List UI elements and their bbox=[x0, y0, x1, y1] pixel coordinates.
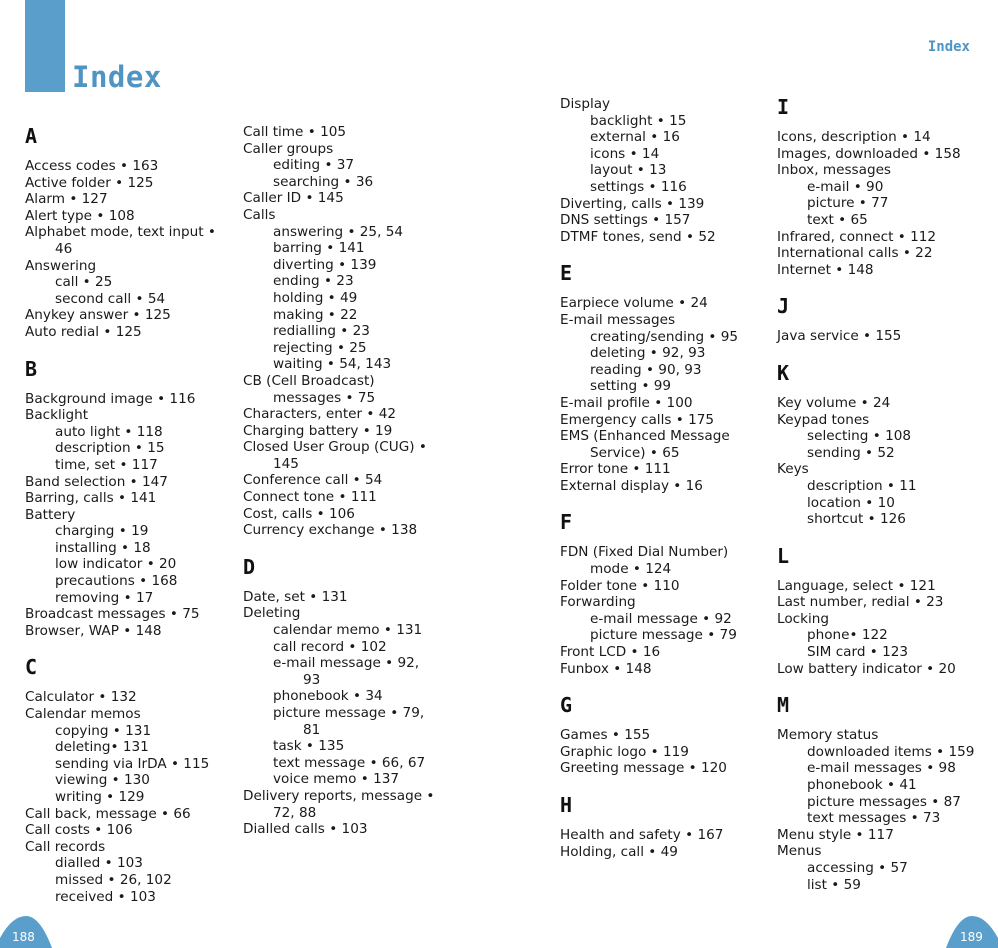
index-column-2 bbox=[243, 124, 443, 838]
index-subentry: layout • 13 bbox=[590, 162, 667, 179]
index-entry: CB (Cell Broadcast) bbox=[243, 372, 375, 389]
index-letter-heading: E bbox=[560, 261, 573, 286]
index-entry: Band selection • 147 bbox=[25, 473, 168, 490]
section-gap bbox=[777, 528, 982, 546]
index-subentry: precautions • 168 bbox=[55, 573, 178, 590]
index-entry: Last number, redial • 23 bbox=[777, 594, 944, 611]
index-subentry: text • 65 bbox=[807, 211, 868, 228]
index-entry: Active folder • 125 bbox=[25, 174, 154, 191]
index-subentry: task • 135 bbox=[273, 738, 345, 755]
index-entry: Currency exchange • 138 bbox=[243, 522, 418, 539]
section-gap bbox=[243, 539, 443, 557]
index-entry-continuation: 46 bbox=[55, 240, 73, 257]
title-color-block bbox=[25, 0, 65, 92]
index-subentry: voice memo • 137 bbox=[273, 771, 400, 788]
index-entry: Backlight bbox=[25, 407, 89, 424]
section-gap bbox=[560, 245, 760, 263]
index-entry: Holding, call • 49 bbox=[560, 843, 678, 860]
index-subentry: viewing • 130 bbox=[55, 772, 150, 789]
index-subentry: location • 10 bbox=[807, 494, 895, 511]
index-entry: Infrared, connect • 112 bbox=[777, 228, 937, 245]
index-entry: Icons, description • 14 bbox=[777, 129, 931, 145]
index-entry: Charging battery • 19 bbox=[243, 422, 393, 439]
index-subentry: editing • 37 bbox=[273, 157, 355, 174]
index-column-4 bbox=[777, 97, 982, 893]
index-entry: Connect tone • 111 bbox=[243, 489, 377, 506]
index-entry: Broadcast messages • 75 bbox=[25, 606, 200, 623]
index-subentry: list • 59 bbox=[807, 876, 861, 893]
index-entry: International calls • 22 bbox=[777, 245, 933, 262]
index-entry: DTMF tones, send • 52 bbox=[560, 228, 716, 245]
index-subentry: backlight • 15 bbox=[590, 112, 687, 129]
index-entry: Memory status bbox=[777, 727, 879, 744]
index-letter-heading: L bbox=[777, 543, 790, 568]
index-entry: Caller groups bbox=[243, 140, 334, 157]
index-entry: Earpiece volume • 24 bbox=[560, 295, 708, 312]
index-entry: Answering bbox=[25, 257, 97, 274]
index-subentry: phonebook • 41 bbox=[807, 777, 917, 794]
index-entry: Delivery reports, message • bbox=[243, 787, 435, 804]
index-entry: Call back, message • 66 bbox=[25, 805, 191, 822]
section-gap bbox=[777, 278, 982, 296]
index-entry: Characters, enter • 42 bbox=[243, 406, 397, 423]
index-subentry: rejecting • 25 bbox=[273, 339, 367, 356]
index-entry-continuation: 72, 88 bbox=[273, 804, 317, 821]
index-subentry: charging • 19 bbox=[55, 523, 149, 540]
index-entry: Internet • 148 bbox=[777, 261, 874, 278]
index-subentry: SIM card • 123 bbox=[807, 644, 909, 661]
index-subentry: dialled • 103 bbox=[55, 855, 143, 872]
index-entry: Greeting message • 120 bbox=[560, 760, 727, 777]
index-subentry: shortcut • 126 bbox=[807, 511, 906, 528]
index-entry: Graphic logo • 119 bbox=[560, 743, 689, 760]
index-entry: Access codes • 163 bbox=[25, 158, 159, 174]
index-subentry: redialling • 23 bbox=[273, 323, 370, 340]
index-subentry: picture message • 79 bbox=[590, 627, 737, 644]
index-subentry: deleting• 131 bbox=[55, 739, 149, 756]
index-entry: Deleting bbox=[243, 605, 301, 622]
index-subentry: sending • 52 bbox=[807, 444, 895, 461]
index-entry: Key volume • 24 bbox=[777, 394, 891, 411]
index-entry: Menu style • 117 bbox=[777, 826, 894, 843]
index-letter-heading: B bbox=[25, 356, 38, 381]
index-entry: Call records bbox=[25, 838, 106, 855]
index-letter-heading: K bbox=[777, 360, 790, 385]
index-subentry: searching • 36 bbox=[273, 173, 374, 190]
index-entry: Background image • 116 bbox=[25, 390, 196, 407]
index-subentry: installing • 18 bbox=[55, 539, 151, 556]
index-entry: Dialled calls • 103 bbox=[243, 821, 368, 838]
index-letter-heading: J bbox=[777, 294, 790, 319]
index-subentry: waiting • 54, 143 bbox=[273, 356, 392, 373]
index-subentry: diverting • 139 bbox=[273, 256, 377, 273]
index-letter-heading: A bbox=[25, 124, 38, 148]
left-page-number: 188 bbox=[12, 930, 35, 944]
index-entry: Alarm • 127 bbox=[25, 191, 108, 208]
index-subentry: second call • 54 bbox=[55, 290, 166, 307]
section-gap bbox=[560, 677, 760, 695]
index-entry: Calculator • 132 bbox=[25, 689, 137, 706]
index-entry: Closed User Group (CUG) • bbox=[243, 439, 427, 456]
index-subentry: phonebook • 34 bbox=[273, 688, 383, 705]
index-letter-heading: M bbox=[777, 693, 790, 718]
index-subentry: low indicator • 20 bbox=[55, 556, 177, 573]
index-entry: E-mail profile • 100 bbox=[560, 394, 693, 411]
index-subentry: removing • 17 bbox=[55, 589, 154, 606]
index-entry: Front LCD • 16 bbox=[560, 644, 661, 661]
index-subentry: sending via IrDA • 115 bbox=[55, 755, 210, 772]
index-entry: Caller ID • 145 bbox=[243, 190, 344, 207]
index-subentry: description • 11 bbox=[807, 477, 917, 494]
section-gap bbox=[777, 345, 982, 363]
index-subentry: picture message • 79, bbox=[273, 705, 425, 721]
index-letter-heading: F bbox=[560, 510, 573, 535]
index-entry: Call time • 105 bbox=[243, 124, 347, 140]
index-entry: DNS settings • 157 bbox=[560, 212, 691, 229]
index-subentry: call • 25 bbox=[55, 274, 113, 291]
index-entry: E-mail messages bbox=[560, 311, 676, 328]
index-subentry: deleting • 92, 93 bbox=[590, 345, 706, 362]
index-entry: Error tone • 111 bbox=[560, 461, 671, 478]
index-subentry: e-mail message • 92 bbox=[590, 610, 732, 627]
section-gap bbox=[560, 777, 760, 795]
section-gap bbox=[777, 677, 982, 695]
index-subentry: copying • 131 bbox=[55, 722, 152, 739]
index-entry: Emergency calls • 175 bbox=[560, 411, 715, 428]
index-entry: Cost, calls • 106 bbox=[243, 505, 355, 522]
index-entry: Battery bbox=[25, 506, 76, 523]
index-entry: Alphabet mode, text input • bbox=[25, 224, 216, 241]
index-entry-continuation: 145 bbox=[273, 455, 299, 472]
index-subentry: e-mail message • 92, bbox=[273, 655, 420, 672]
index-entry: Browser, WAP • 148 bbox=[25, 622, 162, 639]
index-subentry: answering • 25, 54 bbox=[273, 223, 404, 240]
index-subentry: downloaded items • 159 bbox=[807, 743, 975, 760]
index-entry: Anykey answer • 125 bbox=[25, 307, 171, 324]
index-entry: Java service • 155 bbox=[777, 328, 902, 345]
index-entry: Auto redial • 125 bbox=[25, 323, 142, 340]
index-entry: Low battery indicator • 20 bbox=[777, 660, 956, 677]
index-subentry: making • 22 bbox=[273, 306, 358, 323]
index-entry-continuation: Service) • 65 bbox=[590, 444, 680, 461]
index-subentry: barring • 141 bbox=[273, 240, 365, 257]
index-subentry: creating/sending • 95 bbox=[590, 328, 739, 345]
index-letter-heading: H bbox=[560, 793, 573, 817]
index-subentry: text message • 66, 67 bbox=[273, 754, 426, 771]
index-subentry: ending • 23 bbox=[273, 273, 354, 290]
index-entry: Display bbox=[560, 96, 611, 112]
index-letter-heading: C bbox=[25, 655, 38, 680]
index-letter-heading: I bbox=[777, 95, 790, 119]
index-subentry: time, set • 117 bbox=[55, 456, 158, 473]
index-entry: Menus bbox=[777, 843, 822, 860]
index-subentry: external • 16 bbox=[590, 129, 680, 146]
index-entry: Call costs • 106 bbox=[25, 822, 133, 839]
index-letter-heading: G bbox=[560, 693, 573, 718]
index-subentry: settings • 116 bbox=[590, 178, 687, 195]
index-entry: Keys bbox=[777, 461, 809, 478]
index-entry: FDN (Fixed Dial Number) bbox=[560, 544, 729, 561]
index-subentry: icons • 14 bbox=[590, 145, 660, 162]
index-subentry: accessing • 57 bbox=[807, 860, 908, 876]
index-subentry: text messages • 73 bbox=[807, 810, 941, 827]
index-entry: Games • 155 bbox=[560, 727, 651, 744]
index-column-1 bbox=[25, 126, 225, 905]
index-entry: Health and safety • 167 bbox=[560, 827, 724, 843]
index-subentry: phone• 122 bbox=[807, 627, 888, 644]
index-subentry-continuation: 93 bbox=[303, 671, 321, 688]
index-entry: Inbox, messages bbox=[777, 162, 892, 179]
index-entry: Images, downloaded • 158 bbox=[777, 145, 961, 162]
running-head: Index bbox=[927, 39, 970, 55]
index-entry-continuation: mode • 124 bbox=[590, 561, 672, 578]
index-subentry: received • 103 bbox=[55, 888, 156, 905]
index-entry: Locking bbox=[777, 610, 830, 627]
index-entry: Forwarding bbox=[560, 594, 636, 611]
index-subentry: auto light • 118 bbox=[55, 423, 163, 440]
index-subentry: selecting • 108 bbox=[807, 428, 912, 445]
index-entry: EMS (Enhanced Message bbox=[560, 428, 730, 445]
index-entry: Calendar memos bbox=[25, 706, 141, 723]
index-entry: Folder tone • 110 bbox=[560, 577, 680, 594]
index-entry: Alert type • 108 bbox=[25, 207, 135, 224]
index-entry: Diverting, calls • 139 bbox=[560, 195, 705, 212]
index-entry-continuation: messages • 75 bbox=[273, 389, 376, 406]
index-column-3 bbox=[560, 96, 760, 860]
index-subentry: e-mail • 90 bbox=[807, 178, 884, 195]
index-subentry: setting • 99 bbox=[590, 378, 672, 395]
index-subentry: writing • 129 bbox=[55, 789, 145, 805]
right-page-number: 189 bbox=[960, 930, 983, 944]
index-entry: Conference call • 54 bbox=[243, 472, 383, 489]
index-entry: Date, set • 131 bbox=[243, 588, 348, 605]
index-entry: External display • 16 bbox=[560, 477, 703, 494]
index-subentry: calendar memo • 131 bbox=[273, 622, 423, 639]
section-gap bbox=[25, 341, 225, 359]
index-subentry: picture • 77 bbox=[807, 195, 889, 212]
index-letter-heading: D bbox=[243, 554, 256, 579]
index-subentry: missed • 26, 102 bbox=[55, 871, 172, 888]
index-entry: Funbox • 148 bbox=[560, 660, 652, 677]
index-entry: Calls bbox=[243, 206, 276, 223]
index-entry: Barring, calls • 141 bbox=[25, 490, 157, 507]
index-subentry: call record • 102 bbox=[273, 638, 387, 655]
index-subentry-continuation: 81 bbox=[303, 721, 321, 738]
index-entry: Keypad tones bbox=[777, 411, 870, 428]
page-title: Index bbox=[72, 60, 162, 94]
index-subentry: e-mail messages • 98 bbox=[807, 760, 956, 777]
index-subentry: picture messages • 87 bbox=[807, 793, 961, 810]
index-subentry: holding • 49 bbox=[273, 289, 358, 306]
index-subentry: description • 15 bbox=[55, 440, 165, 457]
index-subentry: reading • 90, 93 bbox=[590, 361, 702, 378]
index-entry: Language, select • 121 bbox=[777, 577, 936, 594]
section-gap bbox=[25, 639, 225, 657]
section-gap bbox=[560, 494, 760, 512]
